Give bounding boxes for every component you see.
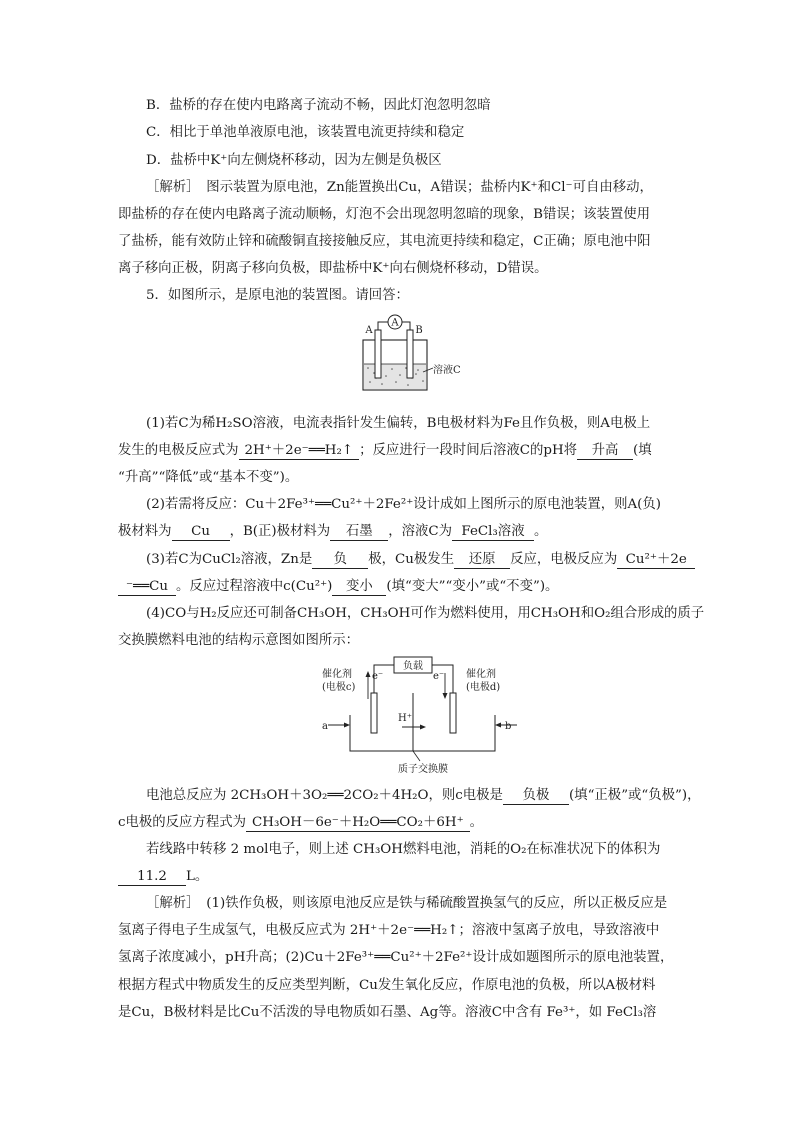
part2-answer1: Cu <box>172 523 230 541</box>
analysis2-line: 氢离子得电子生成氢气，电极反应式为 2H⁺＋2e⁻══H₂↑；溶液中氢离子放电，导致溶液中 <box>118 923 660 938</box>
analysis1-line: 离子移向正极，阴离子移向负极，即盐桥中K⁺向右侧烧杯移动，D错误。 <box>118 261 548 276</box>
part2-answer3: FeCl₃溶液 <box>452 523 534 541</box>
electrode-b <box>407 330 413 378</box>
solution-label: 溶液C <box>433 365 461 376</box>
part1-line2: 发生的电极反应式为 2H⁺＋2e⁻══H₂↑ ；反应进行一段时间后溶液C的pH将 升高 (填 <box>118 443 652 458</box>
part3-line1: (3)若C为CuCl₂溶液，Zn是 负 极，Cu极发生 还原 反应，电极反应为 Cu²⁺＋2e <box>146 550 695 570</box>
part2-line1: (2)若需将反应：Cu＋2Fe³⁺══Cu²⁺＋2Fe²⁺设计成如上图所示的原电池装置，则A(负) <box>146 497 662 512</box>
part4-line1: (4)CO与H₂反应还可制备CH₃OH，CH₃OH可作为燃料使用，用CH₃OH和O₂组合形成的质子 <box>146 606 705 621</box>
proton-label: H⁺ <box>398 713 412 724</box>
analysis2-line: ［解析］ (1)铁作负极，则该原电池反应是铁与稀硫酸置换氢气的反应，所以正极反应是 <box>146 896 668 911</box>
part6-line2: 11.2 L。 <box>118 867 208 887</box>
catalyst-left-line2: (电极c) <box>322 682 356 693</box>
inlet-b: b <box>505 721 512 732</box>
part5-answer1: 负极 <box>503 787 569 805</box>
analysis1-line: ［解析］ 图示装置为原电池，Zn能置换出Cu，A错误；盐桥内K⁺和Cl⁻可自由移动， <box>146 180 653 195</box>
galvanic-cell-figure <box>355 312 475 394</box>
part3-answer2: 还原 <box>454 551 510 569</box>
electron-right: e⁻ <box>433 671 445 682</box>
electrode-a-label: A <box>365 325 373 336</box>
part3-answer4: 变小 <box>332 578 386 596</box>
analysis2-line: 根据方程式中物质发生的反应类型判断，Cu发生氧化反应，作原电池的负极，所以A极材料 <box>118 978 656 993</box>
part1-answer1: 2H⁺＋2e⁻══H₂↑ <box>239 442 360 460</box>
part4-line2: 交换膜燃料电池的结构示意图如图所示： <box>118 633 360 648</box>
part6-answer1: 11.2 <box>118 868 186 886</box>
option-d: D．盐桥中K⁺向左侧烧杯移动，因为左侧是负极区 <box>146 153 442 168</box>
part2-answer2: 石墨 <box>330 523 388 541</box>
electrode-c <box>371 693 377 733</box>
analysis2-line: 氢离子浓度减小，pH升高；(2)Cu＋2Fe³⁺══Cu²⁺＋2Fe²⁺设计成如题图所示的原电池装置， <box>118 950 674 965</box>
part1-line1: (1)若C为稀H₂SO溶液，电流表指针发生偏转，B电极材料为Fe且作负极，则A电极上 <box>146 416 651 431</box>
solution-liquid <box>364 364 426 389</box>
part3-answer3a: Cu²⁺＋2e <box>617 551 695 569</box>
electron-left: e⁻ <box>372 671 384 682</box>
catalyst-right-line1: 催化剂 <box>466 669 496 680</box>
part3-line2: ⁻══Cu 。反应过程溶液中c(Cu²⁺) 变小 (填“变大”“变小”或“不变”)。 <box>118 577 558 597</box>
part5-line2: c电极的反应方程式为 CH₃OH－6e⁻＋H₂O══CO₂＋6H⁺ 。 <box>118 815 484 830</box>
analysis1-line: 即盐桥的存在使内电路离子流动顺畅，灯泡不会出现忽明忽暗的现象，B错误；该装置使用 <box>118 207 651 222</box>
part5-line1: 电池总反应为 2CH₃OH＋3O₂══2CO₂＋4H₂O，则c电极是 负极 (填“正极”或“负极”)， <box>146 788 701 803</box>
option-b: B．盐桥的存在使内电路离子流动不畅，因此灯泡忽明忽暗 <box>146 98 491 113</box>
membrane-label: 质子交换膜 <box>398 764 448 775</box>
load-label: 负载 <box>403 661 423 672</box>
part3-answer3b: ⁻══Cu <box>118 578 176 596</box>
electrode-a <box>375 330 381 378</box>
part3-answer1: 负 <box>312 551 368 569</box>
part1-line3: “升高”“降低”或“基本不变”)。 <box>118 470 299 485</box>
part6-line1: 若线路中转移 2 mol电子，则上述 CH₃OH燃料电池，消耗的O₂在标准状况下的体积为 <box>146 842 661 857</box>
part1-answer2: 升高 <box>577 442 633 460</box>
question-5-title: 5．如图所示，是原电池的装置图。请回答： <box>146 288 409 303</box>
fuel-cell-figure <box>320 655 520 775</box>
electrode-d <box>450 693 456 733</box>
ammeter-label: A <box>391 317 399 329</box>
electrode-b-label: B <box>415 325 423 336</box>
analysis1-line: 了盐桥，能有效防止锌和硫酸铜直接接触反应，其电流更持续和稳定，C正确；原电池中阳 <box>118 234 651 249</box>
option-c: C．相比于单池单液原电池，该装置电流更持续和稳定 <box>146 125 465 140</box>
inlet-a: a <box>322 721 328 732</box>
part5-answer2: CH₃OH－6e⁻＋H₂O══CO₂＋6H⁺ <box>246 814 470 832</box>
analysis2-line: 是Cu，B极材料是比Cu不活泼的导电物质如石墨、Ag等。溶液C中含有 Fe³⁺，如 FeCl₃溶 <box>118 1005 657 1020</box>
catalyst-right-line2: (电极d) <box>466 682 501 693</box>
part2-line2: 极材料为 Cu ，B(正)极材料为 石墨 ，溶液C为 FeCl₃溶液 。 <box>118 524 548 539</box>
catalyst-left-line1: 催化剂 <box>322 669 352 680</box>
